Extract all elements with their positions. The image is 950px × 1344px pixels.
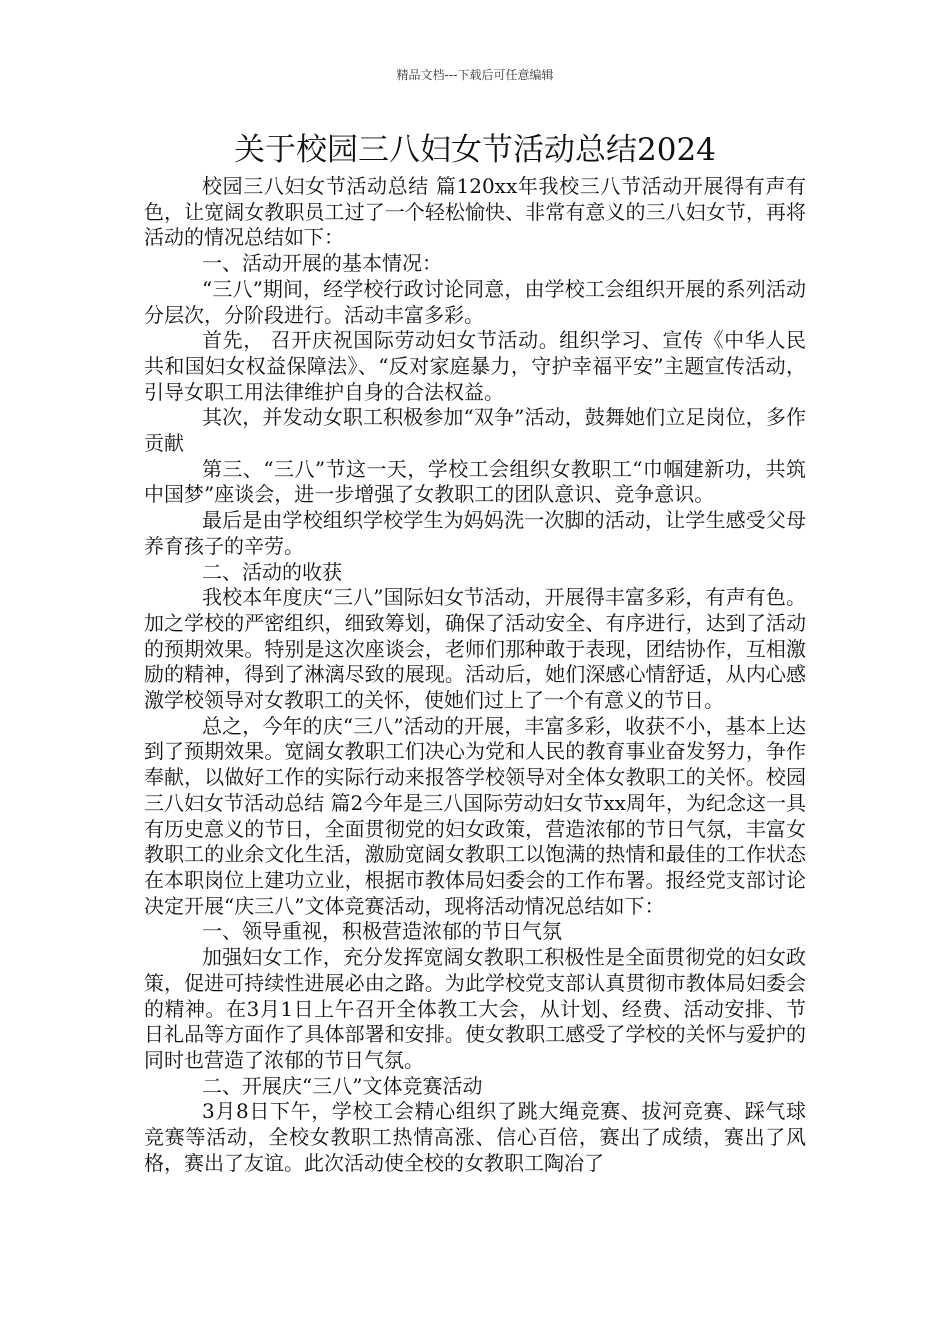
heading-competition: 二、开展庆“三八”文体竞赛活动 [202, 1073, 483, 1098]
paragraph-last: 最后是由学校组织学校学生为妈妈洗一次脚的活动，让学生感受父母养育孩子的辛劳。 [144, 508, 806, 558]
heading-leadership: 一、领导重视，积极营造浓郁的节日气氛 [202, 919, 562, 944]
header-note: 精品文档---下载后可任意编辑 [396, 68, 554, 82]
paragraph-second: 其次，并发动女职工积极参加“双争”活动，鼓舞她们立足岗位，多作贡献 [144, 405, 806, 456]
paragraph-summary: 总之，今年的庆“三八”活动的开展，丰富多彩，收获不小，基本上达到了预期效果。宽阔女教职工们决心为党和人民的教育事业奋发努力，争作奉献，以做好工作的实际行动来报答学校领导对全体女教职工的关怀。校园三八妇女节活动总结 篇2今年是三八国际劳动妇女节xx周年，为纪念这一具有历史意义的节日，全面贯彻党的妇女政策，营造浓郁的节日气氛，丰富女教职工的业余文化生活，激励宽阔女教职工以饱满的热情和最佳的工作状态在本职岗位上建功立业，根据市教体局妇委会的工作布署。报经党支部讨论决定开展“庆三八”文体竞赛活动，现将活动情况总结如下： [144, 713, 806, 918]
document-title: 关于校园三八妇女节活动总结2024 [234, 132, 716, 168]
heading-harvest: 二、活动的收获 [202, 559, 342, 584]
heading-basic-situation: 一、活动开展的基本情况： [202, 251, 442, 276]
paragraph-intro: 校园三八妇女节活动总结 篇120xx年我校三八节活动开展得有声有色，让宽阔女教职员工过了一个轻松愉快、非常有意义的三八妇女节，再将活动的情况总结如下： [144, 174, 806, 250]
paragraph-third: 第三、“三八”节这一天，学校工会组织女教职工“巾帼建新功，共筑中国梦”座谈会，进一步增强了女教职工的团队意识、竞争意识。 [144, 456, 806, 507]
document-body [144, 174, 806, 1176]
paragraph-first: 首先， 召开庆祝国际劳动妇女节活动。组织学习、宣传《中华人民共和国妇女权益保障法》、“反对家庭暴力，守护幸福平安”主题宣传活动，引导女职工用法律维护自身的合法权益。 [144, 328, 806, 404]
paragraph-activity-overview: “三八”期间，经学校行政讨论同意，由学校工会组织开展的系列活动分层次，分阶段进行。活动丰富多彩。 [144, 276, 806, 327]
paragraph-competition: 3月8日下午，学校工会精心组织了跳大绳竞赛、拔河竞赛、踩气球竞赛等活动，全校女教职工热情高涨、信心百倍，赛出了成绩，赛出了风格，赛出了友谊。此次活动使全校的女教职工陶冶了 [144, 1099, 806, 1175]
paragraph-harvest: 我校本年度庆“三八”国际妇女节活动，开展得丰富多彩，有声有色。加之学校的严密组织，细致筹划，确保了活动安全、有序进行，达到了活动的预期效果。特别是这次座谈会，老师们那种敢于表现，团结协作，互相激励的精神，得到了淋漓尽致的展现。活动后，她们深感心情舒适，从内心感激学校领导对女教职工的关怀，使她们过上了一个有意义的节日。 [144, 585, 806, 713]
paragraph-leadership: 加强妇女工作，充分发挥宽阔女教职工积极性是全面贯彻党的妇女政策，促进可持续性进展必由之路。为此学校党支部认真贯彻市教体局妇委会的精神。在3月1日上午召开全体教工大会，从计划、经费、活动安排、节日礼品等方面作了具体部署和安排。使女教职工感受了学校的关怀与爱护的同时也营造了浓郁的节日气氛。 [144, 945, 806, 1072]
